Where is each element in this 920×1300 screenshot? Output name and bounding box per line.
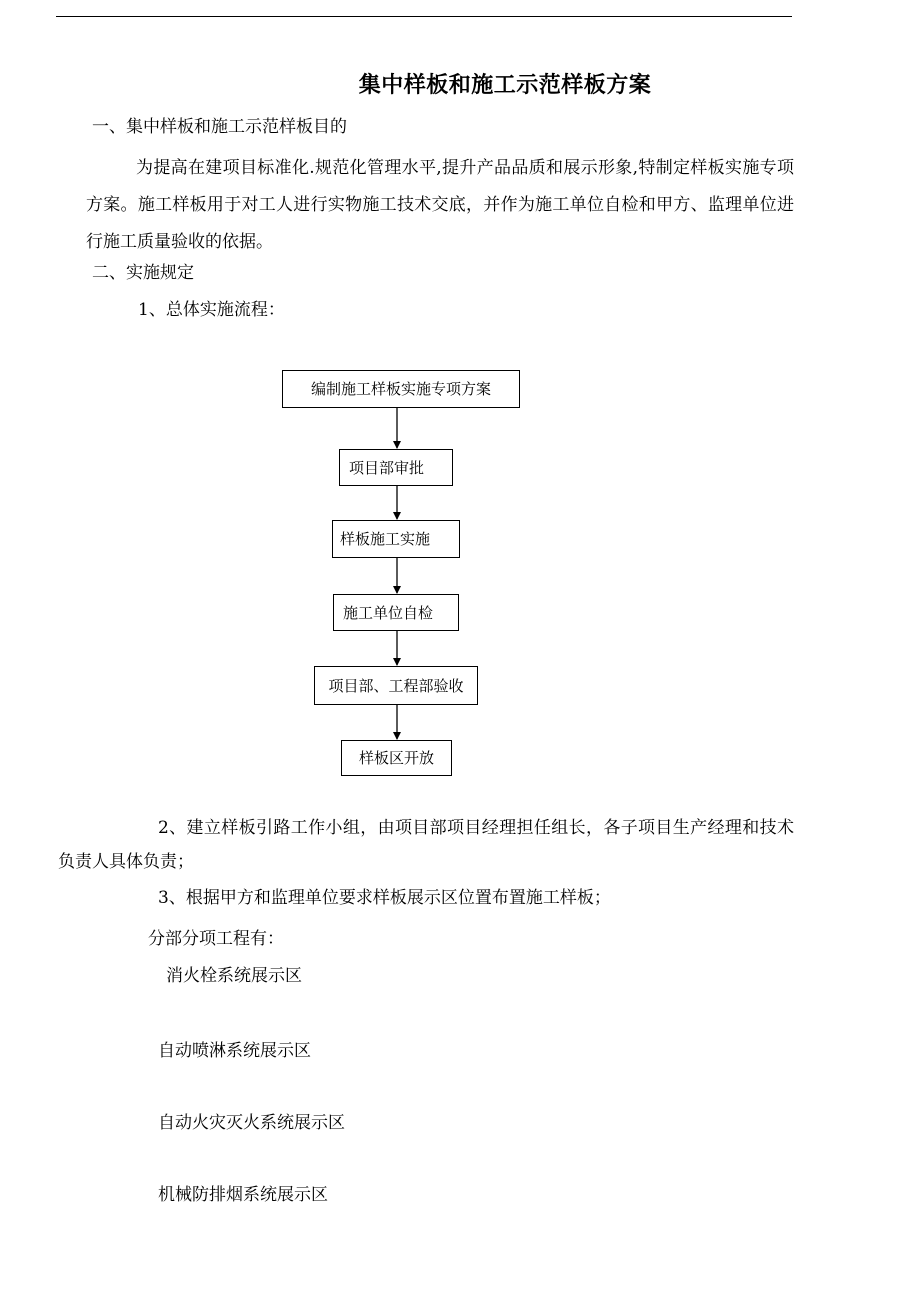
section1-paragraph: 为提高在建项目标准化.规范化管理水平,提升产品品质和展示形象,特制定样板实施专项方案。施工样板用于对工人进行实物施工技术交底，并作为施工单位自检和甲方、监理单位进行施工质量验收的依据。 xyxy=(86,158,794,252)
subitem-2: 自动喷淋系统展示区 xyxy=(158,1041,311,1061)
flow-step-5: 项目部、工程部验收 xyxy=(314,666,478,705)
flow-step-1: 编制施工样板实施专项方案 xyxy=(282,370,520,408)
subitem-3: 自动火灾灭火系统展示区 xyxy=(158,1113,345,1133)
item1-label: 1、总体实施流程： xyxy=(138,300,285,320)
flow-step-4: 施工单位自检 xyxy=(333,594,459,631)
subitems-heading: 分部分项工程有： xyxy=(148,929,284,949)
item2-paragraph: 2、建立样板引路工作小组，由项目部项目经理担任组长，各子项目生产经理和技术负责人具体负责； xyxy=(58,818,794,872)
subitem-4: 机械防排烟系统展示区 xyxy=(158,1185,328,1205)
document-title: 集中样板和施工示范样板方案 xyxy=(358,73,652,98)
flow-step-2: 项目部审批 xyxy=(339,449,453,486)
flow-step-6: 样板区开放 xyxy=(341,740,452,776)
section1-heading: 一、集中样板和施工示范样板目的 xyxy=(92,117,347,137)
subitem-1: 消火栓系统展示区 xyxy=(166,966,302,986)
flow-step-3: 样板施工实施 xyxy=(332,520,460,558)
item3-text: 3、根据甲方和监理单位要求样板展示区位置布置施工样板； xyxy=(158,888,611,908)
section2-heading: 二、实施规定 xyxy=(92,263,194,283)
